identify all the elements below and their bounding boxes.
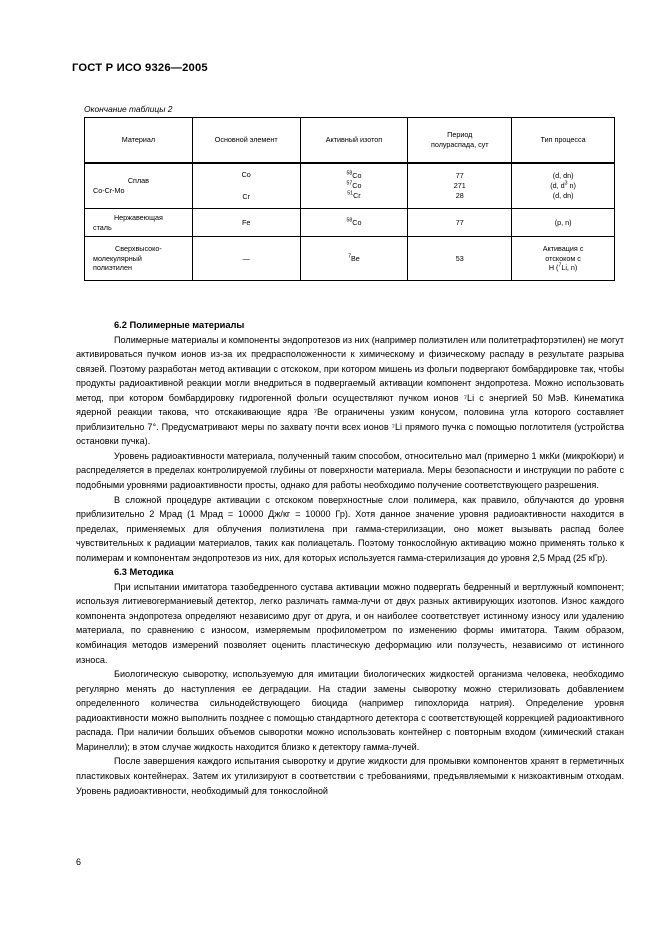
standard-number-header: ГОСТ Р ИСО 9326—2005 <box>72 62 208 74</box>
isotope-mass-number: 57 <box>346 180 353 187</box>
cell-process-value: отскоком с <box>545 253 581 263</box>
isotope-mass-number: 58 <box>346 217 353 224</box>
cell-process <box>512 209 615 237</box>
cell-material-line: Нержавеющая <box>113 212 163 222</box>
cell-isotope-value: $^7$Be <box>348 253 360 263</box>
page-number: 6 <box>76 857 82 867</box>
cell-element-value: Fe <box>242 217 251 227</box>
cell-isotope-value: $^{58}$Co <box>346 170 362 181</box>
cell-material-line: молекулярный <box>93 253 142 263</box>
cell-process-value: H ($^7$Li, n) <box>548 262 578 273</box>
cell-element <box>192 237 300 281</box>
body-paragraph: После завершения каждого испытания сыворотку и другие жидкости для промывки компонентов хранят в герметичных пластиковых контейнерах. Затем их утилизируют в соответствии с требованиями, предъявляемыми к низкоактивным отходам. Уровень радиоактивности, необходимый для тонкослойной <box>76 756 624 796</box>
table-caption: Окончание таблицы 2 <box>84 104 173 114</box>
cell-material-line: сталь <box>93 222 112 232</box>
column-header-material: Материал <box>85 118 193 163</box>
cell-process-value: (d, $d^3$ n) <box>550 180 576 190</box>
isotope-mass-number: 51 <box>347 190 354 197</box>
cell-material-line: Сплав <box>127 176 149 186</box>
cell-isotope <box>300 237 408 281</box>
body-paragraph: Полимерные материалы и компоненты эндопротезов из них (например полиэтилен или политетрафторэтилен) не могут активироваться пучком ионов из-за их предрасположенности к химическому и физическому распаду в результате разрыва связей. Поэтому разработан метод активации с отскоком, при котором мишень из фольги подвергают бомбардировке так, чтобы продукты радиоактивной реакции могли внедриться в подвергаемый активации компонент эндопротеза. Можно использовать метод, при котором бомбардировку гидрогенной фольги осуществляют пучком ионов ⁷Li с энергией 50 МэВ. Кинематика ядерной реакции такова, что отскакивающие ядра ⁷Ве ограничены узким конусом, половина угла которого составляет приблизительно 7°. Предусматривают меры по захвату почти всех ионов ⁷Li прямого пучка с помощью поглотителя (устройства остановки пучка). <box>76 334 624 447</box>
body-paragraph: Уровень радиоактивности материала, полученный таким способом, относительно мал (примерно 1 мкКи (микроКюри) и распределяется в пределах контролируемой глубины от поверхности материала. Меры безопасности и инструкции по работе с подобными уровнями радиоактивности просты, однако для работы необходимо получение соответствующего разрешения. <box>76 450 624 491</box>
cell-element-value: Co <box>241 169 251 179</box>
column-header-half-life-line1: Период <box>447 130 473 140</box>
cell-half-life <box>408 209 512 237</box>
cell-half-life-value: 77 <box>455 217 464 227</box>
cell-half-life-value: 77 <box>455 171 464 181</box>
cell-half-life-value: 53 <box>455 253 464 263</box>
isotope-mass-number: 7 <box>348 253 352 260</box>
table-row <box>85 209 615 237</box>
cell-process-value: (d, dn) <box>552 171 574 181</box>
cell-process-value: (d, dn) <box>552 190 574 200</box>
cell-material-line: Сверхвысоко- <box>115 243 162 253</box>
table-body <box>85 163 615 281</box>
cell-isotope-value: $^{57}$Co <box>346 180 362 190</box>
cell-process <box>512 237 615 281</box>
table-row <box>85 163 615 209</box>
table-header-row <box>85 118 615 163</box>
body-paragraph: В сложной процедуре активации с отскоком поверхностные слои полимера, как правило, облучаются до уровня приблизительно 2 Мрад (1 Мрад = 10000 Дж/кг = 10000 Гр). Хотя данное значение уровня радиоактивности находится в пределах, применяемых для облучения полиэтилена при гамма-стерилизации, оно может вызывать распад более чувствительных к радиации материалов, таких как полиацеталь. Поэтому тонкослойную активацию можно применять только к полимерам и компонентам эндопротезов из них, для которых используется гамма-стерилизация до уровня 2,5 Мрад (25 кГр). <box>76 494 624 563</box>
column-header-half-life-line2: полураспада, сут <box>430 139 489 149</box>
cell-material-line: Co-Cr-Mo <box>93 185 125 195</box>
cell-material <box>85 209 193 237</box>
cell-process-value: Активация с <box>542 243 584 253</box>
table-row <box>85 237 615 281</box>
cell-material <box>85 237 193 281</box>
cell-element-value: Cr <box>242 192 250 202</box>
column-header-isotope: Активный изотоп <box>300 118 408 163</box>
cell-element <box>192 163 300 209</box>
isotope-mass-number: 58 <box>346 170 353 177</box>
cell-material-line: полиэтилен <box>93 263 132 273</box>
section-heading: 6.2 Полимерные материалы <box>114 320 245 330</box>
cell-half-life-value: 271 <box>453 180 466 190</box>
cell-element <box>192 209 300 237</box>
section-heading: 6.3 Методика <box>114 567 174 578</box>
body-text-block <box>76 318 624 798</box>
cell-process <box>512 163 615 209</box>
body-paragraph: Биологическую сыворотку, используемую для имитации биологических жидкостей организма человека, необходимо регулярно менять до наступления ее деградации. На стадии замены сыворотку можно стерилизовать добавлением определенного количества сильнодействующего биоцида (например гипохлорида натрия). Определение уровня радиоактивности можно выполнить позднее с помощью стандартного детектора с соответствующей коррекцией радиоактивного распада. При наличии больших объемов сыворотки можно использовать контейнер с повторным входом (химический стакан Маринелли); в этом случае жидкость находится близко к детектору гамма-лучей. <box>76 669 624 752</box>
cell-isotope <box>300 163 408 209</box>
process-superscript: 3 <box>564 180 568 187</box>
process-superscript: 7 <box>558 262 562 269</box>
cell-isotope-value: $^{51}$Cr <box>347 190 361 200</box>
cell-half-life-value: 28 <box>455 190 464 200</box>
column-header-element: Основной элемент <box>192 118 300 163</box>
column-header-half-life <box>408 118 512 163</box>
table-header <box>85 118 615 163</box>
cell-half-life <box>408 163 512 209</box>
cell-isotope <box>300 209 408 237</box>
isotope-activation-table <box>84 117 615 281</box>
body-paragraph: При испытании имитатора тазобедренного сустава активации можно подвергать бедренный и вертлужный компонент; используя литиевогерманиевый детектор, легко различать гамма-лучи от двух разных активирующих изотопов. Износ каждого компонента эндопротеза определяют независимо друг от друга, и он наиболее соответствует истинному износу или удалению материала, по сравнению с износом, измеряемым профилометром по изменению формы имитатора. Таким образом, комбинация методов измерений позволяет оценить пластическую деформацию или ползучесть, независимо от истинного износа. <box>76 581 624 665</box>
cell-element-value: — <box>242 253 250 263</box>
cell-process-value: (p, n) <box>554 217 572 227</box>
cell-half-life <box>408 237 512 281</box>
column-header-process: Тип процесса <box>512 118 615 163</box>
cell-isotope-value: $^{58}$Co <box>346 217 362 227</box>
cell-material <box>85 163 193 209</box>
